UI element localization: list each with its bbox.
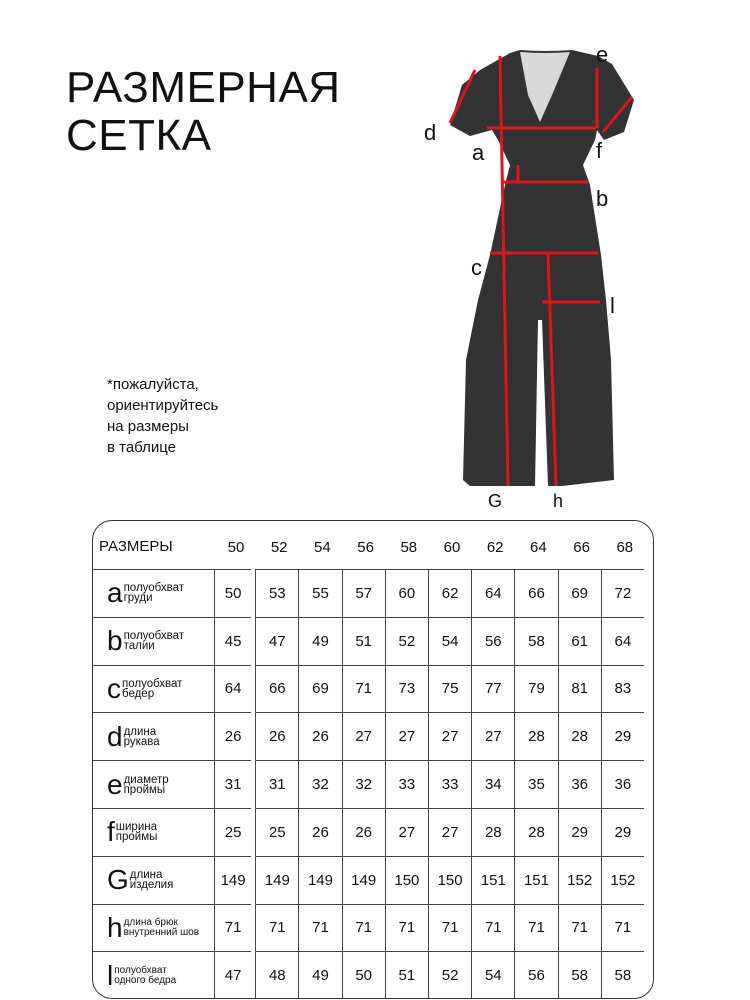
- row-desc-line-2: бедер: [122, 687, 155, 700]
- row-letter: f: [107, 816, 115, 848]
- row-letter: c: [107, 672, 121, 704]
- table-cell: 73: [385, 665, 428, 713]
- table-cell: 33: [428, 760, 471, 808]
- table-cell: 60: [385, 569, 428, 617]
- row-letter: d: [107, 720, 123, 752]
- row-label-c: [93, 665, 218, 713]
- row-desc-line-2: проймы: [123, 783, 166, 796]
- table-cell: 54: [471, 951, 514, 999]
- row-label-G: [93, 856, 218, 904]
- size-64: 64: [530, 539, 547, 556]
- size-54: 54: [314, 539, 331, 556]
- note-line-2: ориентируйтесь: [107, 397, 219, 414]
- table-cell: 66: [514, 569, 557, 617]
- jumpsuit-diagram: [420, 38, 650, 518]
- label-c: c: [471, 255, 482, 280]
- row-description: [124, 727, 160, 747]
- table-cell: 64: [214, 665, 251, 713]
- table-cell: 50: [342, 951, 385, 999]
- table-cell: 75: [428, 665, 471, 713]
- table-cell: 47: [214, 951, 251, 999]
- table-row: [93, 617, 653, 665]
- row-desc-line-2: талии: [123, 640, 155, 653]
- size-table: [92, 520, 654, 999]
- table-cell: 25: [255, 808, 298, 856]
- table-cell: 26: [342, 808, 385, 856]
- note-line-4: в таблице: [107, 439, 176, 456]
- table-cell: 27: [428, 808, 471, 856]
- table-cell: 58: [601, 951, 644, 999]
- table-cell: 71: [214, 904, 251, 952]
- row-label-d: [93, 712, 218, 760]
- title-line-1: РАЗМЕРНАЯ: [66, 63, 341, 112]
- row-desc-line-1: длина брюк: [123, 916, 178, 928]
- table-cell: 26: [255, 712, 298, 760]
- label-f: f: [596, 138, 603, 163]
- table-cell: 150: [385, 856, 428, 904]
- row-desc-line-2: проймы: [115, 831, 158, 844]
- row-letter: l: [107, 959, 114, 991]
- table-cell: 35: [514, 760, 557, 808]
- table-cell: 47: [255, 617, 298, 665]
- row-description: [124, 631, 184, 651]
- row-desc-line-1: полуобхват: [123, 630, 185, 643]
- table-cell: 48: [255, 951, 298, 999]
- table-cell: 152: [601, 856, 644, 904]
- table-cell: 53: [255, 569, 298, 617]
- table-cell: 28: [471, 808, 514, 856]
- size-58: 58: [400, 539, 418, 556]
- row-letter: b: [107, 625, 123, 657]
- row-label-l: [93, 951, 218, 999]
- table-cell: 52: [428, 951, 471, 999]
- row-desc-line-2: одного бедра: [114, 974, 177, 986]
- label-d: d: [424, 120, 437, 145]
- row-description: [124, 775, 169, 795]
- table-cell: 71: [558, 904, 601, 952]
- table-cell: 27: [471, 712, 514, 760]
- size-56: 56: [357, 539, 374, 556]
- table-cell: 71: [601, 904, 644, 952]
- table-cell: 34: [471, 760, 514, 808]
- table-cell: 71: [471, 904, 514, 952]
- table-cell: 71: [298, 904, 341, 952]
- size-62: 62: [486, 539, 504, 556]
- row-desc-line-1: полуобхват: [123, 582, 185, 595]
- table-cell: 149: [298, 856, 341, 904]
- table-cell: 32: [298, 760, 341, 808]
- table-row: [93, 856, 653, 904]
- table-row: [93, 808, 653, 856]
- table-cell: 151: [471, 856, 514, 904]
- table-cell: 49: [298, 951, 341, 999]
- table-cell: 71: [342, 904, 385, 952]
- table-cell: 71: [255, 904, 298, 952]
- table-cell: 71: [428, 904, 471, 952]
- label-G: G: [488, 491, 503, 511]
- table-cell: 32: [342, 760, 385, 808]
- sizes-label: РАЗМЕРЫ: [99, 538, 173, 555]
- table-cell: 49: [298, 617, 341, 665]
- row-desc-line-1: длина: [123, 725, 157, 738]
- table-cell: 61: [558, 617, 601, 665]
- label-l: l: [610, 293, 615, 318]
- table-cell: 57: [342, 569, 385, 617]
- table-cell: 36: [558, 760, 601, 808]
- table-row: [93, 951, 653, 999]
- row-description: [114, 966, 176, 986]
- size-68: 68: [616, 539, 634, 556]
- size-66: 66: [573, 539, 590, 556]
- table-cell: 26: [214, 712, 251, 760]
- table-cell: 28: [558, 712, 601, 760]
- note-line-3: на размеры: [107, 418, 189, 435]
- row-description: [122, 679, 182, 699]
- table-cell: 29: [558, 808, 601, 856]
- size-60: 60: [443, 539, 461, 556]
- table-cell: 52: [385, 617, 428, 665]
- table-cell: 25: [214, 808, 251, 856]
- table-cell: 149: [342, 856, 385, 904]
- table-cell: 26: [298, 808, 341, 856]
- row-desc-line-1: длина: [129, 869, 163, 882]
- size-50: 50: [227, 539, 245, 556]
- table-cell: 64: [471, 569, 514, 617]
- table-cell: 83: [601, 665, 644, 713]
- table-cell: 152: [558, 856, 601, 904]
- table-cell: 27: [342, 712, 385, 760]
- table-cell: 81: [558, 665, 601, 713]
- table-cell: 31: [214, 760, 251, 808]
- table-cell: 28: [514, 808, 557, 856]
- table-row: [93, 760, 653, 808]
- row-desc-line-1: полуобхват: [114, 964, 167, 976]
- table-row: [93, 712, 653, 760]
- note-line-1: *пожалуйста,: [107, 376, 199, 393]
- size-52: 52: [270, 539, 288, 556]
- size-header-row: [93, 521, 653, 569]
- table-cell: 71: [514, 904, 557, 952]
- row-description: [124, 918, 199, 938]
- table-cell: 151: [514, 856, 557, 904]
- row-letter: a: [107, 577, 123, 609]
- table-cell: 56: [471, 617, 514, 665]
- table-cell: 27: [385, 712, 428, 760]
- table-cell: 77: [471, 665, 514, 713]
- row-letter: h: [107, 911, 123, 943]
- table-cell: 51: [385, 951, 428, 999]
- table-cell: 36: [601, 760, 644, 808]
- row-desc-line-1: диаметр: [123, 773, 169, 786]
- table-cell: 28: [514, 712, 557, 760]
- row-letter: e: [107, 768, 123, 800]
- table-cell: 66: [255, 665, 298, 713]
- row-letter: G: [107, 864, 129, 896]
- table-cell: 62: [428, 569, 471, 617]
- row-description: [116, 822, 158, 842]
- table-cell: 29: [601, 808, 644, 856]
- table-cell: 149: [255, 856, 298, 904]
- table-cell: 27: [428, 712, 471, 760]
- row-desc-line-2: изделия: [129, 879, 174, 892]
- table-cell: 33: [385, 760, 428, 808]
- table-cell: 79: [514, 665, 557, 713]
- row-description: [124, 583, 184, 603]
- table-cell: 58: [514, 617, 557, 665]
- row-label-b: [93, 617, 218, 665]
- row-label-a: [93, 569, 218, 617]
- table-cell: 26: [298, 712, 341, 760]
- label-a: a: [472, 140, 485, 165]
- table-cell: 58: [558, 951, 601, 999]
- table-row: [93, 665, 653, 713]
- table-cell: 69: [298, 665, 341, 713]
- table-cell: 54: [428, 617, 471, 665]
- table-cell: 71: [385, 904, 428, 952]
- table-cell: 149: [214, 856, 251, 904]
- table-cell: 29: [601, 712, 644, 760]
- table-cell: 150: [428, 856, 471, 904]
- row-desc-line-1: ширина: [115, 821, 157, 834]
- row-desc-line-2: груди: [123, 592, 153, 605]
- row-desc-line-2: внутренний шов: [123, 926, 200, 938]
- row-description: [130, 870, 174, 890]
- label-b: b: [596, 186, 609, 211]
- table-row: [93, 569, 653, 617]
- table-cell: 69: [558, 569, 601, 617]
- table-cell: 51: [342, 617, 385, 665]
- table-cell: 56: [514, 951, 557, 999]
- table-row: [93, 904, 653, 952]
- table-cell: 55: [298, 569, 341, 617]
- row-desc-line-2: рукава: [123, 735, 160, 748]
- row-label-f: [93, 808, 218, 856]
- row-desc-line-1: полуобхват: [122, 677, 183, 690]
- table-cell: 50: [214, 569, 251, 617]
- label-e: e: [596, 42, 609, 67]
- table-cell: 31: [255, 760, 298, 808]
- table-cell: 71: [342, 665, 385, 713]
- title-line-2: СЕТКА: [66, 111, 212, 160]
- table-cell: 45: [214, 617, 251, 665]
- table-cell: 64: [601, 617, 644, 665]
- table-cell: 27: [385, 808, 428, 856]
- row-label-h: [93, 904, 218, 952]
- label-h: h: [553, 491, 564, 511]
- table-cell: 72: [601, 569, 644, 617]
- size-note: [107, 374, 218, 458]
- page-title: [66, 64, 341, 160]
- row-label-e: [93, 760, 218, 808]
